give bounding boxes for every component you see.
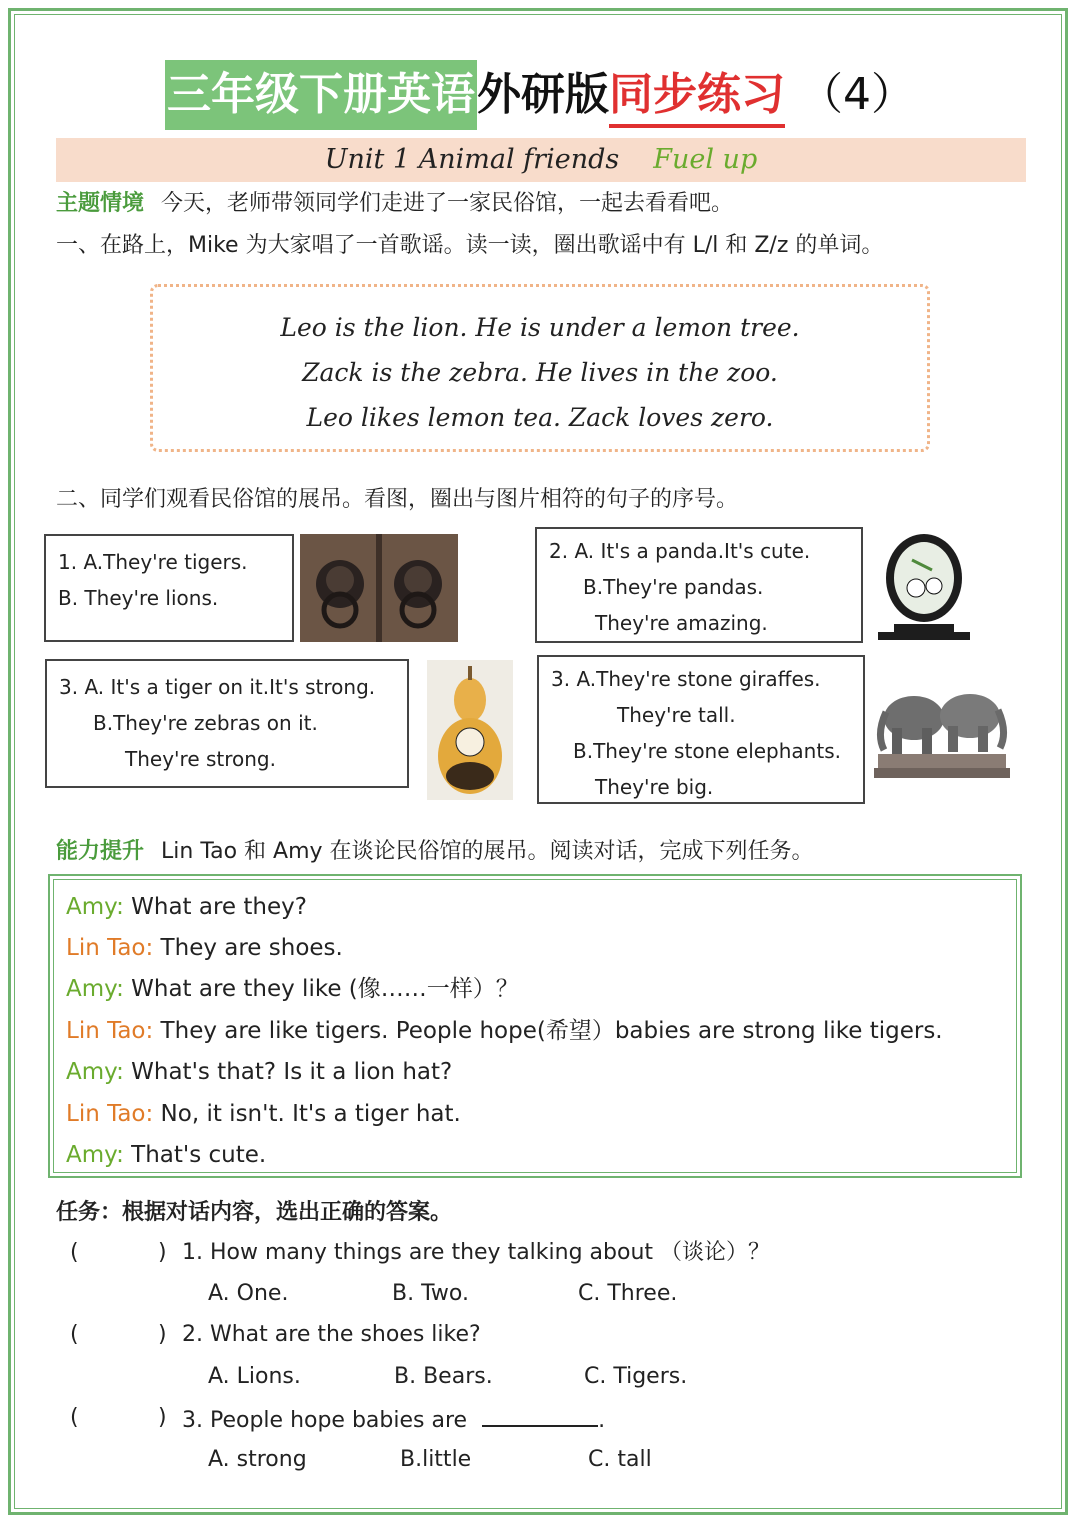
option-line: B. They're lions. xyxy=(58,586,219,610)
question-box-1 xyxy=(44,534,294,642)
chant-line: Leo is the lion. He is under a lemon tree. xyxy=(280,313,800,342)
task-question: 2. What are the shoes like? xyxy=(182,1322,481,1347)
option-line: 1. A.They're tigers. xyxy=(58,550,248,574)
option-line: B.They're stone elephants. xyxy=(573,739,841,763)
answer-paren-open: ( xyxy=(70,1322,79,1347)
panda-screen-image xyxy=(872,530,976,642)
choice-b: B. Two. xyxy=(392,1281,469,1306)
choice-a: A. strong xyxy=(208,1447,307,1472)
title-edition: 外研版 xyxy=(477,69,609,120)
door-knockers-image xyxy=(300,534,458,642)
choice-c: C. Three. xyxy=(578,1281,678,1306)
tiger-gourd-image xyxy=(427,660,513,800)
fill-in-blank[interactable] xyxy=(482,1403,598,1427)
task-question-text: 3. People hope babies are xyxy=(182,1408,468,1433)
question-box-3 xyxy=(45,659,409,788)
speaker-lin-tao: Lin Tao: xyxy=(66,1101,154,1127)
task-question xyxy=(182,1403,605,1436)
dialog-line xyxy=(66,1140,266,1170)
option-line: They're strong. xyxy=(125,747,276,771)
speaker-amy: Amy: xyxy=(66,976,124,1002)
choice-c: C. Tigers. xyxy=(584,1364,688,1389)
option-line: 2. A. It's a panda.It's cute. xyxy=(549,539,811,563)
option-line: They're amazing. xyxy=(595,611,768,635)
answer-paren-close: ) xyxy=(158,1405,167,1430)
chant-line: Zack is the zebra. He lives in the zoo. xyxy=(302,358,778,387)
ability-label: 能力提升 xyxy=(56,839,145,864)
choice-a: A. Lions. xyxy=(208,1364,301,1389)
chant-box xyxy=(150,284,930,452)
dialog-text: What's that? Is it a lion hat? xyxy=(123,1059,453,1085)
dialog-text: What are they? xyxy=(123,894,307,920)
dialog-line xyxy=(66,1057,452,1087)
dialog-text: They are like tigers. People hope(希望）babies are strong like tigers. xyxy=(153,1018,943,1044)
option-line: B.They're pandas. xyxy=(583,575,764,599)
dialog-line xyxy=(66,933,343,963)
page-title xyxy=(0,60,1080,130)
option-line: 3. A.They're stone giraffes. xyxy=(551,667,821,691)
choice-b: B. Bears. xyxy=(394,1364,493,1389)
option-line: They're big. xyxy=(595,775,714,799)
dialog-text: What are they like (像……一样）？ xyxy=(123,976,519,1002)
answer-paren-close: ) xyxy=(158,1322,167,1347)
speaker-lin-tao: Lin Tao: xyxy=(66,1018,154,1044)
option-line: B.They're zebras on it. xyxy=(93,711,318,735)
dialog-text: They are shoes. xyxy=(153,935,343,961)
speaker-amy: Amy: xyxy=(66,1059,124,1085)
unit-banner xyxy=(56,138,1026,182)
title-practice: 同步练习 xyxy=(609,66,785,128)
task-question-suffix: . xyxy=(598,1408,606,1433)
speaker-amy: Amy: xyxy=(66,1142,124,1168)
ability-line xyxy=(56,836,814,868)
dialog-text: That's cute. xyxy=(123,1142,267,1168)
part2-instruction: 二、同学们观看民俗馆的展吊。看图，圈出与图片相符的句子的序号。 xyxy=(56,487,739,512)
choice-b: B.little xyxy=(400,1447,472,1472)
dialog-line xyxy=(66,892,307,922)
speaker-lin-tao: Lin Tao: xyxy=(66,935,154,961)
option-line: 3. A. It's a tiger on it.It's strong. xyxy=(59,675,376,699)
dialog-line xyxy=(66,1016,943,1046)
speaker-amy: Amy: xyxy=(66,894,124,920)
unit-section: Fuel up xyxy=(653,144,758,175)
stone-elephants-image xyxy=(874,684,1010,780)
title-number: （4） xyxy=(799,69,915,120)
choice-c: C. tall xyxy=(588,1447,652,1472)
task-heading: 任务：根据对话内容，选出正确的答案。 xyxy=(56,1200,453,1225)
part1-instruction: 一、在路上，Mike 为大家唱了一首歌谣。读一读，圈出歌谣中有 L/l 和 Z/z 的单词。 xyxy=(56,233,884,258)
dialog-text: No, it isn't. It's a tiger hat. xyxy=(153,1101,461,1127)
answer-paren-open: ( xyxy=(70,1240,79,1265)
answer-paren-open: ( xyxy=(70,1405,79,1430)
answer-paren-close: ) xyxy=(158,1240,167,1265)
dialog-line xyxy=(66,1099,461,1129)
title-grade: 三年级下册英语 xyxy=(165,60,477,130)
unit-name: Unit 1 Animal friends xyxy=(324,144,620,175)
question-box-2 xyxy=(535,527,863,643)
dialog-line xyxy=(66,974,519,1004)
dialog-box xyxy=(48,874,1022,1178)
choice-a: A. One. xyxy=(208,1281,289,1306)
theme-line xyxy=(56,188,733,220)
theme-text: 今天，老师带领同学们走进了一家民俗馆，一起去看看吧。 xyxy=(161,191,734,216)
chant-line: Leo likes lemon tea. Zack loves zero. xyxy=(306,403,774,432)
ability-text: Lin Tao 和 Amy 在谈论民俗馆的展吊。阅读对话，完成下列任务。 xyxy=(161,839,814,864)
question-box-4 xyxy=(537,655,865,804)
theme-label: 主题情境 xyxy=(56,191,145,216)
option-line: They're tall. xyxy=(617,703,736,727)
task-question: 1. How many things are they talking about （谈论）？ xyxy=(182,1240,771,1265)
